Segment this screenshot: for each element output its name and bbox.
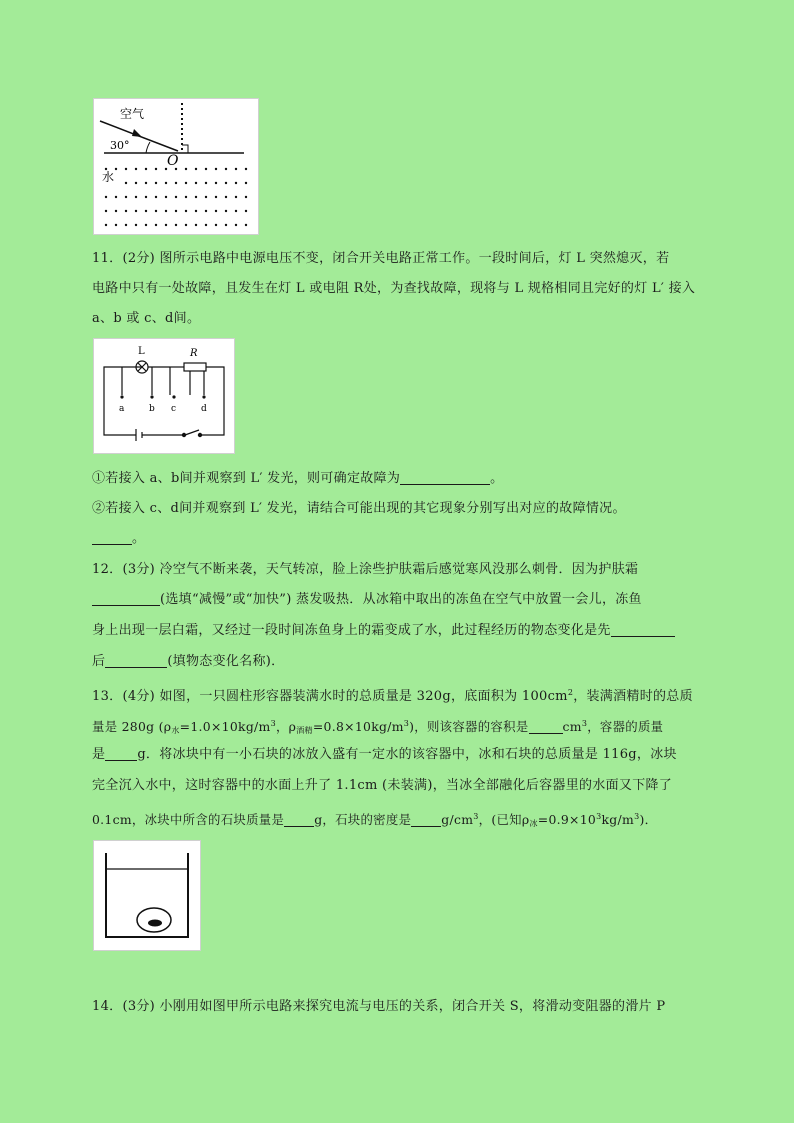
q12-line-1: 12．(3分) 冷空气不断来袭，天气转凉，脸上涂些护肤霜后感觉寒风没那么刺骨．因为护肤霜 <box>92 562 639 577</box>
label-lamp: L <box>138 346 145 357</box>
label-air: 空气 <box>120 107 145 121</box>
q11-line-2: 电路中只有一处故障，且发生在灯 L 或电阻 R处，为查找故障，现将与 L 规格相同且完好的灯 L′ 接入 <box>92 281 696 296</box>
q12-line-3: 身上出现一层白霜，又经过一段时间冻鱼身上的霜变成了水，此过程经历的物态变化是先 <box>92 614 704 647</box>
q11-sub-2-answer: 。 <box>92 522 704 555</box>
label-c: c <box>171 404 177 414</box>
label-point-o: O <box>167 153 179 169</box>
q11-line-1: 11．(2分) 图所示电路中电源电压不变，闭合开关电路正常工作。一段时间后，灯 L 突然熄灭，若 <box>92 251 670 266</box>
q13-line-2: 量是 280g ($\rho_水=1.0\times 10kg/m^3$，$\rho_{酒精}=0.8\times 10kg/m^3$)，则该容器的容积是 $cm^3$，容器的质量 <box>92 719 664 735</box>
q13-line-4: 完全沉入水中，这时容器中的水面上升了 1.1cm (未装满)，当冰全部融化后容器里的水面又下降了 <box>92 778 673 793</box>
label-b: b <box>149 404 155 414</box>
q11-line-3: a、b 或 c、d间。 <box>92 311 201 326</box>
label-water: 水 <box>102 170 115 184</box>
q13-line-5: 0.1cm，冰块中所含的石块质量是 g，石块的密度是 $g/cm^3$，(已知$\rho_冰=0.9\times 10^3kg/m^3$)． <box>92 812 658 828</box>
label-resistor: R <box>190 348 198 359</box>
q11-sub-1: ①若接入 a、b间并观察到 L′ 发光，则可确定故障为 。 <box>92 471 504 486</box>
refraction-figure <box>93 98 259 235</box>
q13-line-1: 13．(4分) 如图，一只圆柱形容器装满水时的总质量是 320g，底面积为 $100cm^2$，装满酒精时的总质 <box>92 688 693 704</box>
label-d: d <box>201 404 207 414</box>
circuit-figure <box>93 338 235 454</box>
q13-line-3: 是 g．将冰块中有一小石块的冰放入盛有一定水的该容器中，冰和石块的总质量是 116g，冰块 <box>92 747 677 762</box>
q12-line-4: 后 (填物态变化名称)． <box>92 654 285 669</box>
q11-sub-2: ②若接入 c、d间并观察到 L′ 发光，请结合可能出现的其它现象分别写出对应的故障情况。 <box>92 501 626 516</box>
label-angle: 30° <box>110 139 130 152</box>
q12-line-2: (选填“减慢”或“加快”) 蒸发吸热．从冰箱中取出的冻鱼在空气中放置一会儿，冻鱼 <box>92 583 704 616</box>
container-figure <box>93 840 201 951</box>
q14-line-1: 14．(3分) 小刚用如图甲所示电路来探究电流与电压的关系，闭合开关 S，将滑动变阻器的滑片 P <box>92 999 666 1014</box>
label-a: a <box>119 404 125 414</box>
